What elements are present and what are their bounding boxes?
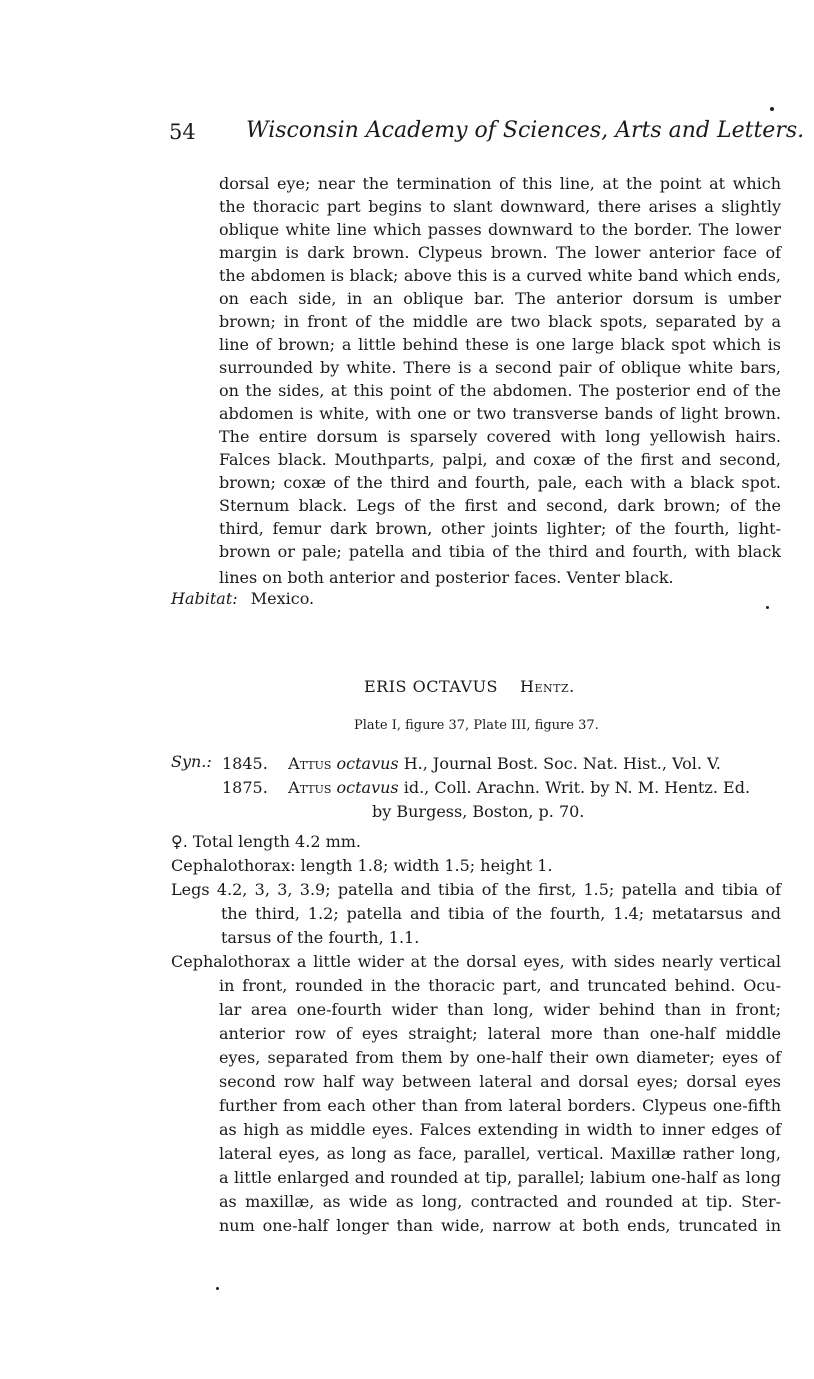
text-line: on the sides, at this point of the abdomen. The posterior end of the — [219, 381, 781, 400]
synonymy-year: 1845. — [222, 754, 268, 773]
text-line: The entire dorsum is sparsely covered with long yellowish hairs. — [219, 427, 781, 446]
text-line: abdomen is white, with one or two transverse bands of light brown. — [219, 404, 781, 423]
text-line: oblique white line which passes downward to the border. The lower — [219, 220, 781, 239]
female-total-length: ♀. Total length 4.2 mm. — [171, 832, 362, 851]
text-line: Cephalothorax a little wider at the dorsal eyes, with sides nearly vertical — [171, 952, 781, 971]
habitat-value: Mexico. — [250, 589, 315, 608]
text-line: surrounded by white. There is a second pair of oblique white bars, — [219, 358, 781, 377]
habitat-label: Habitat: — [171, 589, 238, 608]
synonymy-year: 1875. — [222, 778, 268, 797]
text-line: Falces black. Mouthparts, palpi, and coxæ of the first and second, — [219, 450, 781, 469]
text-line: anterior row of eyes straight; lateral more than one-half middle — [219, 1024, 781, 1043]
synonymy-genus: Attus — [288, 754, 332, 773]
text-line: as high as middle eyes. Falces extending in width to inner edges of — [219, 1120, 781, 1139]
text-line: lar area one-fourth wider than long, wider behind than in front; — [219, 1000, 781, 1019]
text-line: brown or pale; patella and tibia of the third and fourth, with black — [219, 542, 781, 561]
text-line: on each side, in an oblique bar. The anterior dorsum is umber — [219, 289, 781, 308]
scan-speck — [766, 606, 769, 609]
legs-measurements: Legs 4.2, 3, 3, 3.9; patella and tibia of the first, 1.5; patella and tibia of — [171, 880, 781, 899]
species-author: Hentz. — [520, 677, 575, 696]
synonymy-label: Syn.: — [171, 752, 212, 771]
text-line: lateral eyes, as long as face, parallel, vertical. Maxillæ rather long, — [219, 1144, 781, 1163]
text-line: margin is dark brown. Clypeus brown. The lower anterior face of — [219, 243, 781, 262]
synonymy-genus: Attus — [288, 778, 332, 797]
species-heading — [364, 677, 575, 696]
text-line: the abdomen is black; above this is a curved white band which ends, — [219, 266, 781, 285]
page-number: 54 — [169, 120, 196, 144]
text-line: line of brown; a little behind these is one large black spot which is — [219, 335, 781, 354]
text-line: eyes, separated from them by one-half their own diameter; eyes of — [219, 1048, 781, 1067]
text-line: brown; coxæ of the third and fourth, pale, each with a black spot. — [219, 473, 781, 492]
running-title: Wisconsin Academy of Sciences, Arts and Letters. — [246, 118, 805, 143]
scan-speck — [216, 1287, 219, 1290]
legs-measurements: the third, 1.2; patella and tibia of the fourth, 1.4; metatarsus and — [221, 904, 781, 923]
text-line: Sternum black. Legs of the first and second, dark brown; of the — [219, 496, 781, 515]
text-line: further from each other than from lateral borders. Clypeus one-fifth — [219, 1096, 781, 1115]
species-name: ERIS OCTAVUS — [364, 677, 499, 696]
text-line: a little enlarged and rounded at tip, parallel; labium one-half as long — [219, 1168, 781, 1187]
text-line: the thoracic part begins to slant downward, there arises a slightly — [219, 197, 781, 216]
text-line: in front, rounded in the thoracic part, and truncated behind. Ocu- — [219, 976, 781, 995]
cephalothorax-measurements: Cephalothorax: length 1.8; width 1.5; height 1. — [171, 856, 553, 875]
text-line: num one-half longer than wide, narrow at both ends, truncated in — [219, 1216, 781, 1235]
text-line: lines on both anterior and posterior faces. Venter black. — [219, 568, 674, 587]
text-line: second row half way between lateral and dorsal eyes; dorsal eyes — [219, 1072, 781, 1091]
text-line: third, femur dark brown, other joints lighter; of the fourth, light- — [219, 519, 781, 538]
synonymy-citation: H., Journal Bost. Soc. Nat. Hist., Vol. V. — [403, 754, 721, 773]
text-line: dorsal eye; near the termination of this line, at the point at which — [219, 174, 781, 193]
synonymy-entry — [222, 776, 750, 799]
synonymy-entry — [222, 752, 721, 775]
plate-reference: Plate I, figure 37, Plate III, figure 37. — [354, 718, 599, 733]
text-line: brown; in front of the middle are two black spots, separated by a — [219, 312, 781, 331]
synonymy-epithet: octavus — [336, 754, 399, 773]
synonymy-citation: id., Coll. Arachn. Writ. by N. M. Hentz. Ed. — [403, 778, 751, 797]
legs-measurements: tarsus of the fourth, 1.1. — [221, 928, 420, 947]
synonymy-epithet: octavus — [336, 778, 399, 797]
synonymy-continuation: by Burgess, Boston, p. 70. — [372, 802, 585, 821]
habitat-line — [171, 589, 314, 608]
text-line: as maxillæ, as wide as long, contracted and rounded at tip. Ster- — [219, 1192, 781, 1211]
scan-speck — [770, 107, 774, 111]
